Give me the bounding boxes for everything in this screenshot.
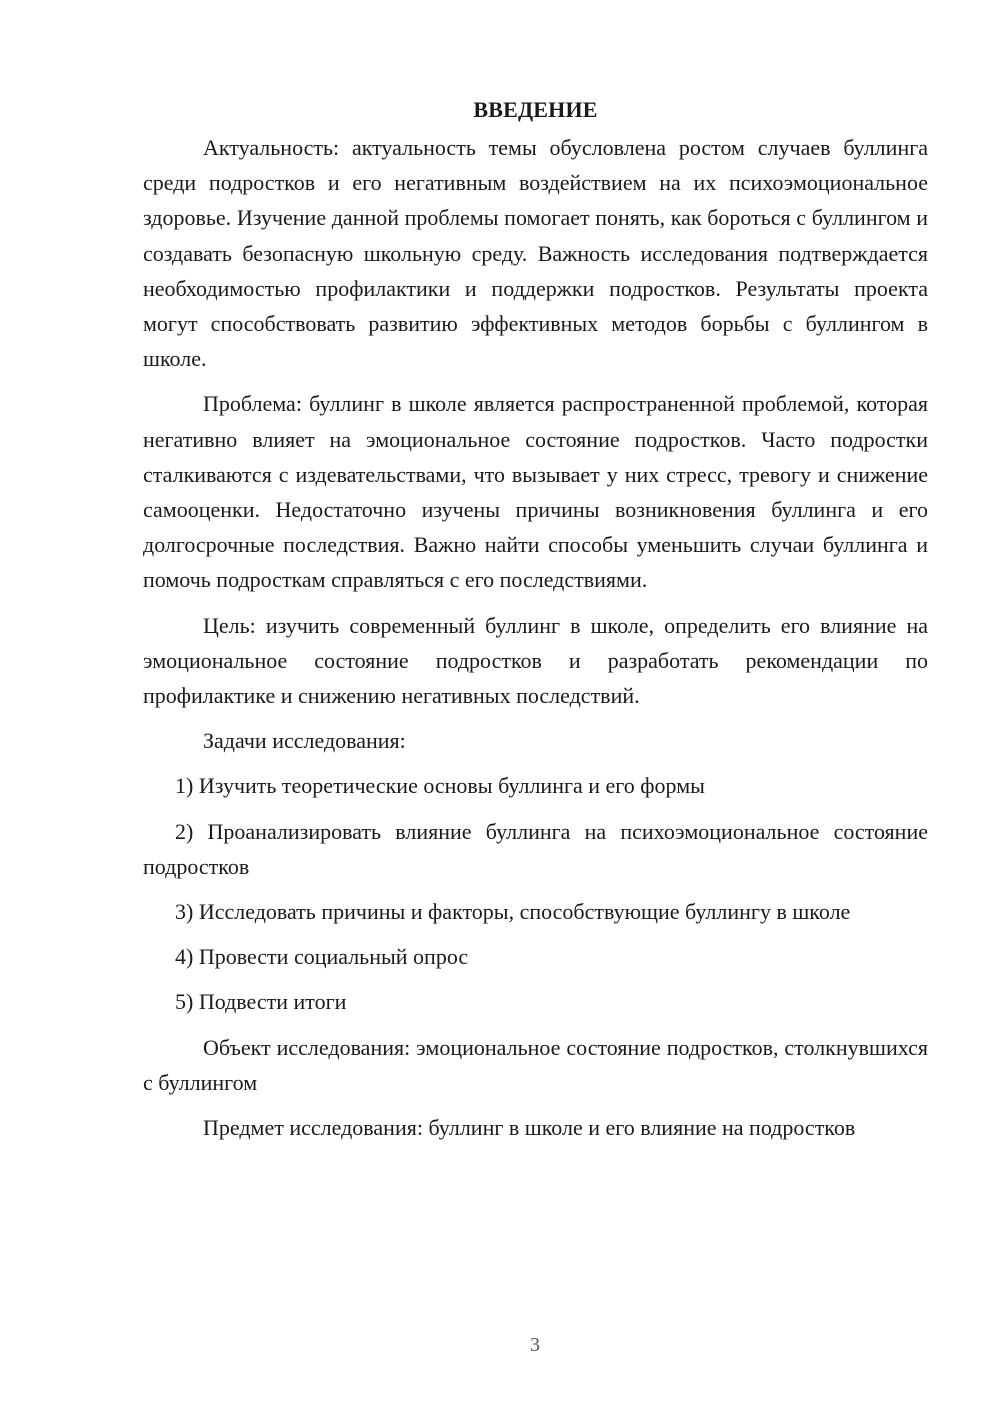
problem-paragraph: Проблема: буллинг в школе является распространенной проблемой, которая негативно влияет на эмоциональное состояние подростков. Часто подростки сталкиваются с издевательствами, что вызывает у них стресс, тревогу и снижение самооценки. Недостаточно изучены причины возникновения буллинга и его долгосрочные последствия. Важно найти способы уменьшить случаи буллинга и помочь подросткам справляться с его последствиями. (143, 391, 928, 593)
tasks-intro: Задачи исследования: (203, 728, 406, 754)
goal-paragraph: Цель: изучить современный буллинг в школе, определить его влияние на эмоциональное состояние подростков и разработать рекомендации по профилактике и снижению негативных последствий. (143, 612, 928, 709)
research-subject-paragraph: Предмет исследования: буллинг в школе и его влияние на подростков (203, 1115, 856, 1141)
relevance-paragraph: Актуальность: актуальность темы обусловлена ростом случаев буллинга среди подростков и его негативным воздействием на их психоэмоциональное здоровье. Изучение данной проблемы помогает понять, как бороться с буллингом и создавать безопасную школьную среду. Важность исследования подтверждается необходимостью профилактики и поддержки подростков. Результаты проекта могут способствовать развитию эффективных методов борьбы с буллингом в школе. (143, 135, 928, 372)
research-object-paragraph: Объект исследования: эмоциональное состояние подростков, столкнувшихся с буллингом (143, 1034, 928, 1095)
page-number: 3 (530, 1334, 540, 1356)
document-body (143, 94, 928, 1155)
task-item: 4) Провести социальный опрос (175, 944, 469, 970)
section-heading: ВВЕДЕНИЕ (473, 97, 598, 122)
task-item: 3) Исследовать причины и факторы, способствующие буллингу в школе (175, 899, 851, 925)
task-item: 2) Проанализировать влияние буллинга на психоэмоциональное состояние подростков (143, 818, 928, 879)
task-item: 1) Изучить теоретические основы буллинга и его формы (175, 773, 705, 799)
task-item: 5) Подвести итоги (175, 989, 347, 1015)
